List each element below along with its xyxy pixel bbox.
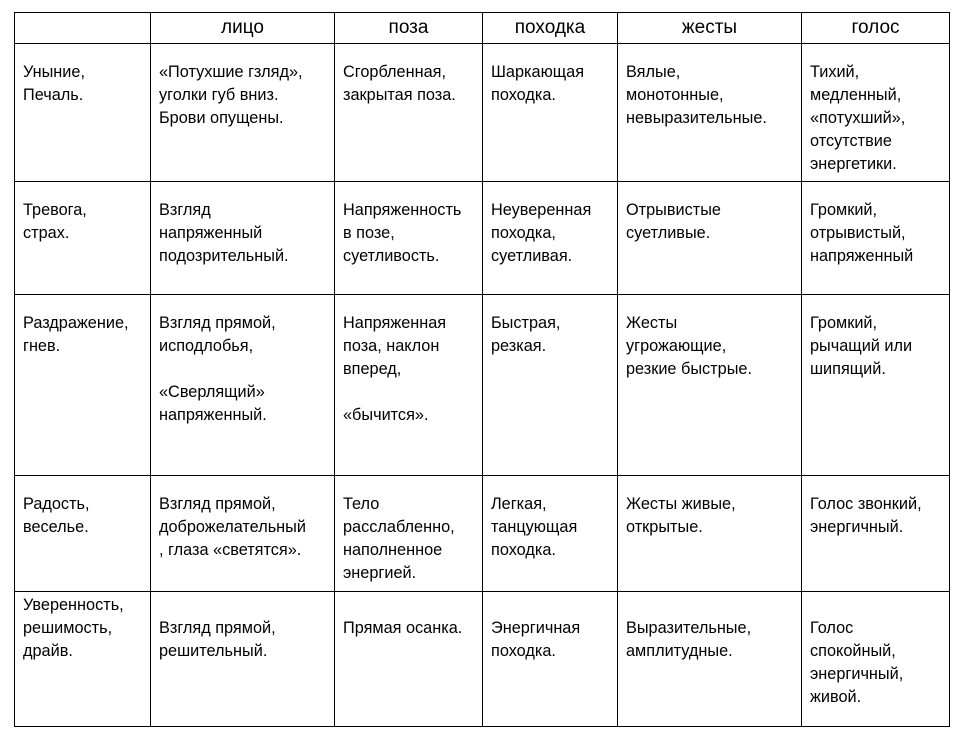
voice-cell bbox=[802, 44, 950, 182]
emotion-cell bbox=[15, 295, 151, 476]
voice-text: Громкий, отрывистый, напряженный bbox=[810, 201, 914, 265]
gestures-text: Жесты живые, открытые. bbox=[626, 495, 736, 536]
face-cell bbox=[151, 476, 335, 592]
emotion-text: Уныние, Печаль. bbox=[23, 63, 85, 104]
gait-cell bbox=[483, 44, 618, 182]
header-gestures: жесты bbox=[618, 13, 802, 44]
gait-cell bbox=[483, 592, 618, 727]
face-text: Взгляд прямой, исподлобья, «Сверлящий» напряженный. bbox=[159, 314, 276, 424]
voice-cell bbox=[802, 295, 950, 476]
header-emotion bbox=[15, 13, 151, 44]
header-gait: походка bbox=[483, 13, 618, 44]
pose-text: Сгорбленная, закрытая поза. bbox=[343, 63, 456, 104]
header-face: лицо bbox=[151, 13, 335, 44]
gait-text: Легкая, танцующая походка. bbox=[491, 495, 578, 559]
table-row bbox=[15, 476, 950, 592]
emotion-cell bbox=[15, 592, 151, 727]
gestures-text: Выразительные, амплитудные. bbox=[626, 619, 752, 660]
face-cell bbox=[151, 295, 335, 476]
face-text: «Потухшие гзляд», уголки губ вниз. Брови опущены. bbox=[159, 63, 303, 127]
emotion-text: Раздражение, гнев. bbox=[23, 314, 129, 355]
voice-cell bbox=[802, 182, 950, 295]
emotion-cell bbox=[15, 476, 151, 592]
emotion-text: Радость, веселье. bbox=[23, 495, 90, 536]
pose-text: Напряженная поза, наклон вперед, «бычится». bbox=[343, 314, 447, 424]
gestures-text: Жесты угрожающие, резкие быстрые. bbox=[626, 314, 752, 378]
gestures-text: Отрывистые суетливые. bbox=[626, 201, 721, 242]
gestures-text: Вялые, монотонные, невыразительные. bbox=[626, 63, 767, 127]
pose-cell bbox=[335, 295, 483, 476]
pose-cell bbox=[335, 592, 483, 727]
table-row bbox=[15, 44, 950, 182]
gestures-cell bbox=[618, 592, 802, 727]
header-row bbox=[15, 13, 950, 44]
gait-cell bbox=[483, 182, 618, 295]
table-row bbox=[15, 182, 950, 295]
voice-text: Голос спокойный, энергичный, живой. bbox=[810, 619, 904, 706]
emotion-cell bbox=[15, 182, 151, 295]
table-row bbox=[15, 295, 950, 476]
gestures-cell bbox=[618, 295, 802, 476]
voice-text: Громкий, рычащий или шипящий. bbox=[810, 314, 913, 378]
face-cell bbox=[151, 592, 335, 727]
gestures-cell bbox=[618, 476, 802, 592]
face-cell bbox=[151, 44, 335, 182]
gait-text: Шаркающая походка. bbox=[491, 63, 585, 104]
gestures-cell bbox=[618, 182, 802, 295]
voice-cell bbox=[802, 476, 950, 592]
pose-cell bbox=[335, 182, 483, 295]
gait-text: Энергичная походка. bbox=[491, 619, 581, 660]
gait-text: Быстрая, резкая. bbox=[491, 314, 561, 355]
gait-cell bbox=[483, 476, 618, 592]
voice-cell bbox=[802, 592, 950, 727]
emotion-cell bbox=[15, 44, 151, 182]
pose-text: Напряженность в позе, суетливость. bbox=[343, 201, 462, 265]
voice-text: Тихий, медленный, «потухший», отсутствие энергетики. bbox=[810, 63, 906, 173]
gait-cell bbox=[483, 295, 618, 476]
face-text: Взгляд напряженный подозрительный. bbox=[159, 201, 289, 265]
pose-cell bbox=[335, 476, 483, 592]
header-pose: поза bbox=[335, 13, 483, 44]
face-text: Взгляд прямой, доброжелательный , глаза «светятся». bbox=[159, 495, 306, 559]
gait-text: Неуверенная походка, суетливая. bbox=[491, 201, 592, 265]
emotion-text: Тревога, страх. bbox=[23, 201, 87, 242]
gestures-cell bbox=[618, 44, 802, 182]
voice-text: Голос звонкий, энергичный. bbox=[810, 495, 922, 536]
pose-cell bbox=[335, 44, 483, 182]
header-voice: голос bbox=[802, 13, 950, 44]
emotions-table bbox=[14, 12, 950, 727]
pose-text: Прямая осанка. bbox=[343, 619, 463, 637]
face-cell bbox=[151, 182, 335, 295]
pose-text: Тело расслабленно, наполненное энергией. bbox=[343, 495, 455, 582]
emotion-text: Уверенность, решимость, драйв. bbox=[23, 596, 124, 660]
table-row bbox=[15, 592, 950, 727]
face-text: Взгляд прямой, решительный. bbox=[159, 619, 276, 660]
